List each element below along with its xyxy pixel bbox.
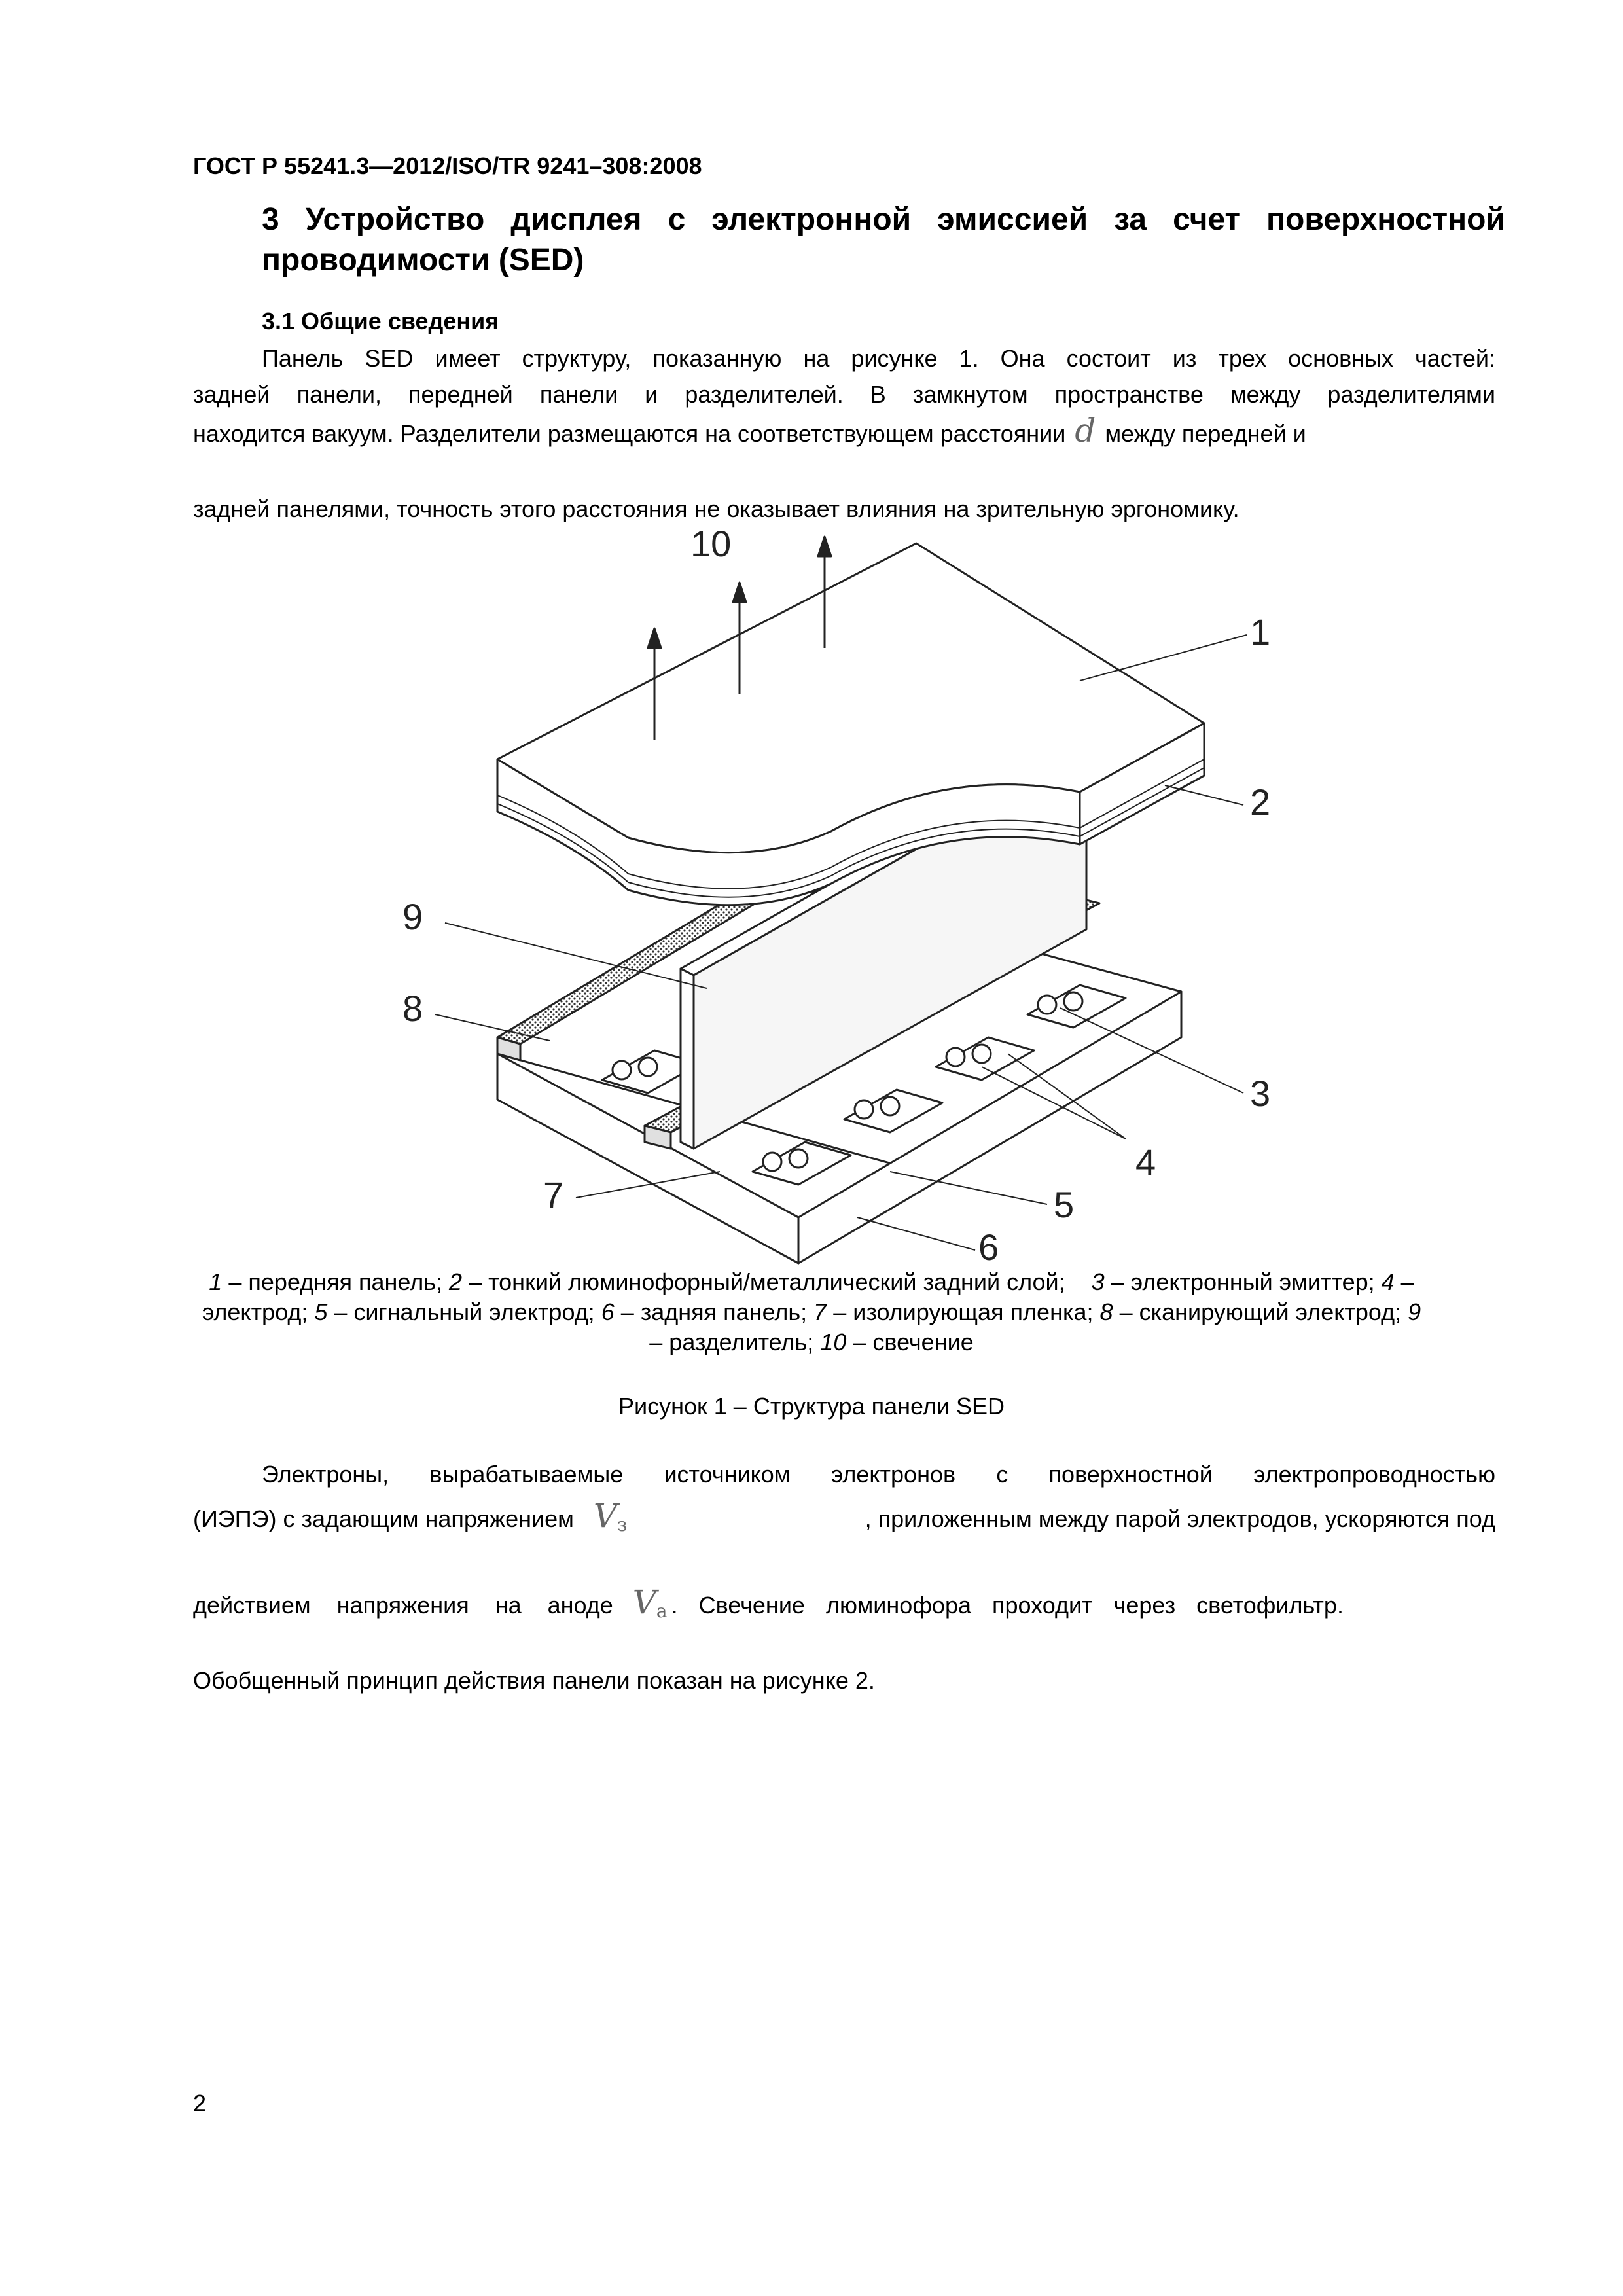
legend-num: 5 <box>314 1299 328 1325</box>
para2-line2-text-a: (ИЭПЭ) с задающим напряжением <box>193 1505 574 1532</box>
para2-line4: Обобщенный принцип действия панели показан на рисунке 2. <box>193 1667 875 1694</box>
label-5: 5 <box>1054 1184 1075 1225</box>
legend-line-1: 1 – передняя панель; 2 – тонкий люминофорный/металлический задний слой; 3 – электронный эмиттер; 4 – электрод; 5 – сигнальный электрод; 6 – задняя панель; 7 – изолирующая пленка; 8 – сканирующий электрод; 9 – разделитель; 10 – свечение <box>202 1268 1421 1355</box>
para2-line2-rest <box>594 1498 1495 1543</box>
figure-caption: Рисунок 1 – Структура панели SED <box>618 1393 1005 1420</box>
legend-num: 1 <box>209 1268 223 1295</box>
para2-line3-text-b: . Свечение люминофора проходит через светофильтр. <box>671 1592 1344 1619</box>
sed-panel-figure <box>366 517 1492 1270</box>
legend-num: 7 <box>813 1299 827 1325</box>
label-8: 8 <box>402 988 423 1029</box>
legend-text: свечение <box>872 1329 974 1355</box>
label-7: 7 <box>543 1174 564 1215</box>
va-symbol-sub: а <box>656 1600 668 1622</box>
legend-text: сигнальный электрод; <box>353 1299 595 1325</box>
para2-line2-text-b: , приложенным между парой электродов, ускоряются под <box>865 1505 1495 1532</box>
document-header: ГОСТ Р 55241.3—2012/ISO/TR 9241–308:2008 <box>193 152 702 179</box>
para1-line2: задней панели, передней панели и разделителей. В замкнутом пространстве между разделителями <box>193 381 1495 408</box>
label-1: 1 <box>1250 611 1271 653</box>
subsection-title: 3.1 Общие сведения <box>262 308 499 334</box>
para1-line3-text-b: между передней и <box>1105 420 1306 447</box>
vz-symbol-sub: з <box>617 1514 628 1535</box>
legend-num: 6 <box>601 1299 615 1325</box>
figure-legend <box>196 1267 1427 1357</box>
legend-num: 3 <box>1091 1268 1105 1295</box>
para1-line4: задней панелями, точность этого расстояния не оказывает влияния на зрительную эргономику. <box>193 495 1240 522</box>
section-title: 3 Устройство дисплея с электронной эмиссией за счет поверхностной проводимости (SED) <box>262 202 1505 278</box>
label-10: 10 <box>690 523 732 564</box>
vz-symbol-letter: V <box>593 1497 617 1535</box>
label-3: 3 <box>1250 1073 1271 1114</box>
legend-text: изолирующая пленка; <box>853 1299 1094 1325</box>
page-number: 2 <box>193 2090 207 2117</box>
distance-symbol: d <box>1075 412 1096 450</box>
label-9: 9 <box>402 896 423 937</box>
legend-text: задняя панель; <box>640 1299 808 1325</box>
legend-num: 4 <box>1381 1268 1395 1295</box>
legend-num: 2 <box>449 1268 463 1295</box>
legend-num: 9 <box>1408 1299 1421 1325</box>
legend-text: электрод; <box>202 1299 308 1325</box>
label-4: 4 <box>1135 1141 1156 1183</box>
va-symbol-letter: V <box>632 1583 656 1621</box>
vz-symbol <box>594 1498 627 1543</box>
para2-line3-text-a: действием напряжения на аноде <box>193 1592 613 1619</box>
para2-line3 <box>193 1584 1495 1630</box>
legend-text: тонкий люминофорный/металлический задний слой; <box>488 1268 1065 1295</box>
para2-line2 <box>193 1498 1495 1543</box>
para1-line1: Панель SED имеет структуру, показанную на рисунке 1. Она состоит из трех основных частей: <box>262 345 1495 372</box>
para1-line3-text-a: находится вакуум. Разделители размещаются на соответствующем расстоянии <box>193 420 1066 447</box>
legend-num: 10 <box>820 1329 847 1355</box>
legend-text: электронный эмиттер; <box>1130 1268 1375 1295</box>
para2-line1: Электроны, вырабатываемые источником электронов с поверхностной электропроводностью <box>262 1461 1495 1488</box>
para1-line3 <box>193 412 1495 452</box>
label-2: 2 <box>1250 781 1271 823</box>
legend-text: разделитель; <box>669 1329 814 1355</box>
legend-num: 8 <box>1099 1299 1113 1325</box>
va-symbol <box>633 1584 668 1630</box>
legend-text: передняя панель; <box>248 1268 442 1295</box>
label-6: 6 <box>978 1227 999 1268</box>
legend-text: сканирующий электрод; <box>1139 1299 1402 1325</box>
